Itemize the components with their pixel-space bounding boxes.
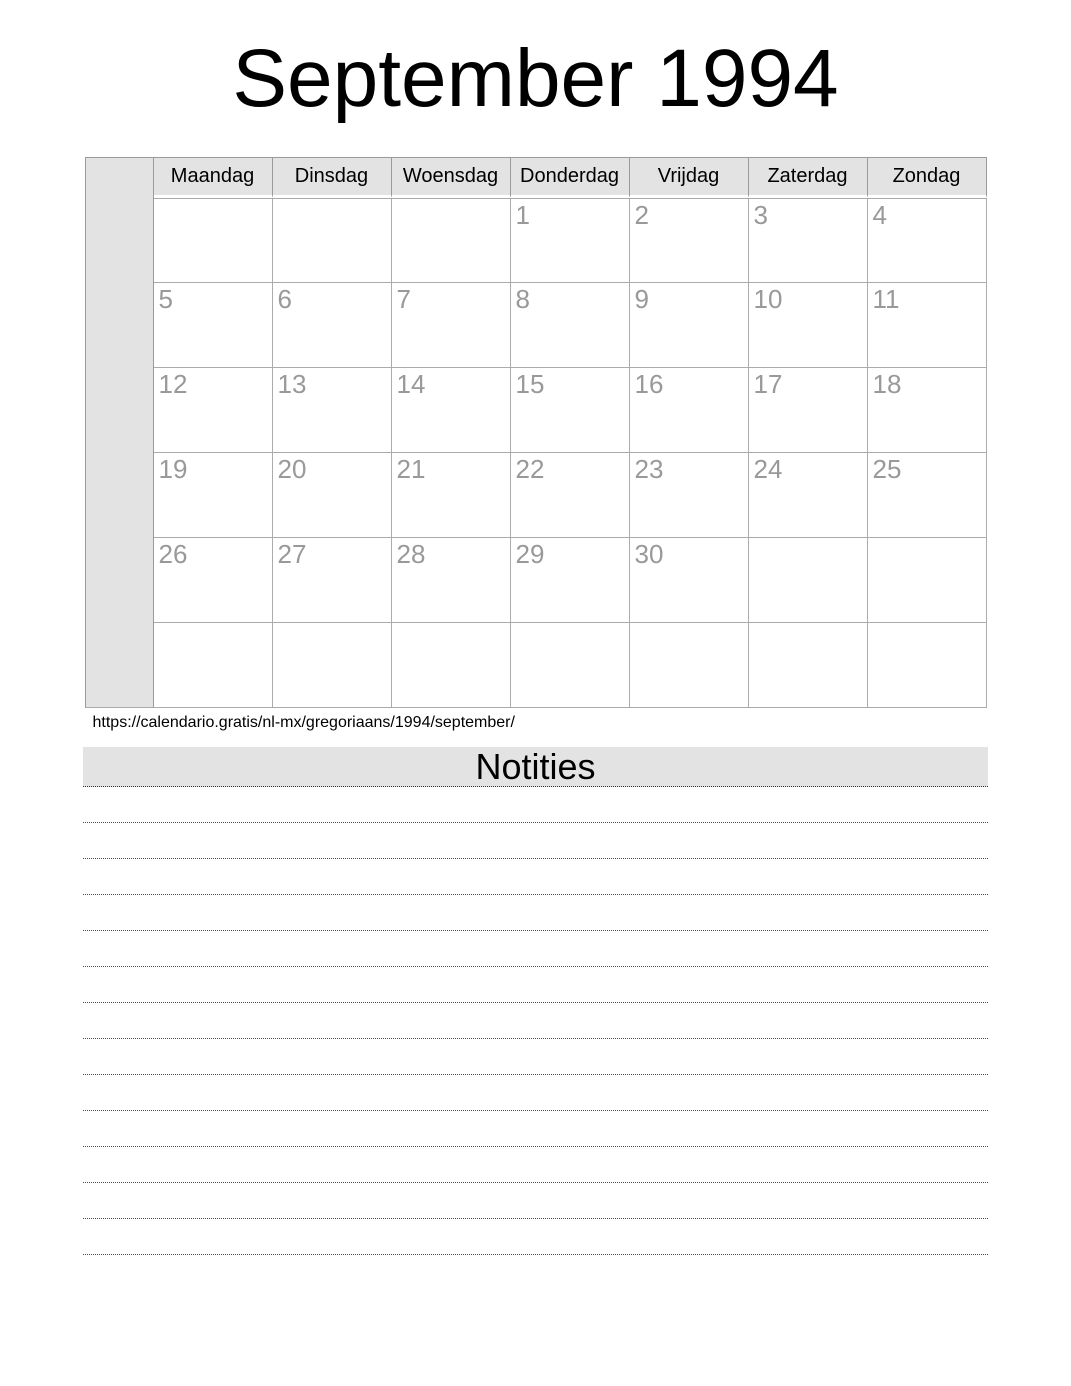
calendar-body <box>85 157 987 708</box>
week-row <box>85 198 987 283</box>
day-cell-23: 23 <box>630 453 749 538</box>
source-url: https://calendario.gratis/nl-mx/gregoriaans/1994/september/ <box>92 714 515 731</box>
day-cell-empty <box>273 623 392 708</box>
week-row <box>85 283 987 368</box>
day-cell-18: 18 <box>868 368 987 453</box>
day-cell-12: 12 <box>154 368 273 453</box>
day-cell-empty <box>154 198 273 283</box>
day-cell-empty <box>392 623 511 708</box>
note-line <box>83 787 988 823</box>
day-cell-25: 25 <box>868 453 987 538</box>
sidebar-column <box>85 157 154 708</box>
note-line <box>83 1039 988 1075</box>
day-cell-empty <box>749 623 868 708</box>
day-cell-6: 6 <box>273 283 392 368</box>
weekday-header-zondag: Zondag <box>868 157 987 198</box>
day-cell-5: 5 <box>154 283 273 368</box>
day-cell-empty <box>868 623 987 708</box>
page-title: September 1994 <box>232 33 839 124</box>
note-lines <box>83 787 988 1255</box>
note-line <box>83 1183 988 1219</box>
day-cell-empty <box>868 538 987 623</box>
note-line <box>83 967 988 1003</box>
note-line <box>83 1075 988 1111</box>
notes-title: Notities <box>475 746 596 787</box>
day-cell-2: 2 <box>630 198 749 283</box>
day-cell-11: 11 <box>868 283 987 368</box>
day-cell-9: 9 <box>630 283 749 368</box>
weekday-header-vrijdag: Vrijdag <box>630 157 749 198</box>
weekday-header-donderdag: Donderdag <box>511 157 630 198</box>
note-line <box>83 1147 988 1183</box>
day-cell-15: 15 <box>511 368 630 453</box>
week-row <box>85 368 987 453</box>
week-row <box>85 538 987 623</box>
day-cell-empty <box>392 198 511 283</box>
calendar-table <box>85 157 987 708</box>
day-cell-4: 4 <box>868 198 987 283</box>
note-line <box>83 1111 988 1147</box>
day-cell-19: 19 <box>154 453 273 538</box>
day-cell-22: 22 <box>511 453 630 538</box>
day-cell-29: 29 <box>511 538 630 623</box>
weekday-header-woensdag: Woensdag <box>392 157 511 198</box>
weekday-header-row <box>85 157 987 198</box>
note-line <box>83 859 988 895</box>
weekday-header-maandag: Maandag <box>154 157 273 198</box>
day-cell-3: 3 <box>749 198 868 283</box>
notes-header-bar <box>83 747 988 787</box>
day-cell-26: 26 <box>154 538 273 623</box>
day-cell-17: 17 <box>749 368 868 453</box>
notes-section <box>83 747 988 1255</box>
day-cell-21: 21 <box>392 453 511 538</box>
weekday-header-zaterdag: Zaterdag <box>749 157 868 198</box>
day-cell-20: 20 <box>273 453 392 538</box>
note-line <box>83 1003 988 1039</box>
note-line <box>83 895 988 931</box>
day-cell-empty <box>154 623 273 708</box>
day-cell-27: 27 <box>273 538 392 623</box>
week-row <box>85 623 987 708</box>
note-line <box>83 1219 988 1255</box>
day-cell-empty <box>749 538 868 623</box>
day-cell-7: 7 <box>392 283 511 368</box>
day-cell-14: 14 <box>392 368 511 453</box>
weekday-header-dinsdag: Dinsdag <box>273 157 392 198</box>
week-row <box>85 453 987 538</box>
day-cell-8: 8 <box>511 283 630 368</box>
day-cell-28: 28 <box>392 538 511 623</box>
day-cell-empty <box>630 623 749 708</box>
day-cell-empty <box>273 198 392 283</box>
day-cell-1: 1 <box>511 198 630 283</box>
day-cell-13: 13 <box>273 368 392 453</box>
day-cell-16: 16 <box>630 368 749 453</box>
day-cell-empty <box>511 623 630 708</box>
day-cell-10: 10 <box>749 283 868 368</box>
day-cell-24: 24 <box>749 453 868 538</box>
note-line <box>83 823 988 859</box>
day-cell-30: 30 <box>630 538 749 623</box>
note-line <box>83 931 988 967</box>
